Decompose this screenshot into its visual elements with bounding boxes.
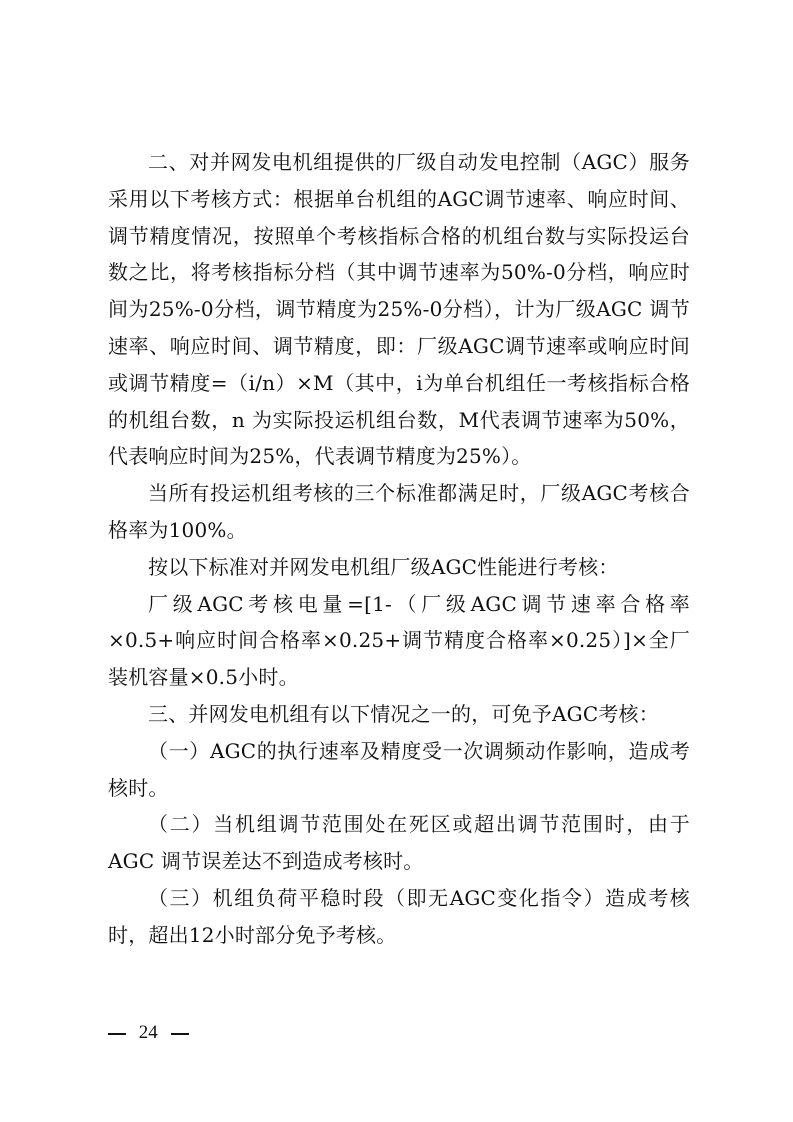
- paragraph-assessment-formula: 厂级AGC考核电量=[1-（厂级AGC调节速率合格率×0.5+响应时间合格率×0.25+调节精度合格率×0.25）]×全厂装机容量×0.5小时。: [108, 591, 690, 690]
- paragraph-agc-assessment-method: 二、对并网发电机组提供的厂级自动发电控制（AGC）服务采用以下考核方式：根据单台机组的AGC调节速率、响应时间、调节精度情况，按照单个考核指标合格的机组台数与实际投运台数之比，将考核指标分档（其中调节速率为50%-0分档，响应时间为25%-0分档，调节精度为25%-0分档），计为厂级AGC 调节速率、响应时间、调节精度，即：厂级AGC调节速率或响应时间或调节精度=（i/n）×M（其中，i为单台机组任一考核指标合格的机组台数，n 为实际投运机组台数，M代表调节速率为50%，代表响应时间为25%，代表调节精度为25%）。: [108, 150, 690, 469]
- page-number: 24: [138, 1022, 158, 1043]
- footer-dash-left: [108, 1033, 126, 1035]
- paragraph-pass-rate: 当所有投运机组考核的三个标准都满足时，厂级AGC考核合格率为100%。: [108, 481, 690, 542]
- paragraph-exemption-heading: 三、并网发电机组有以下情况之一的，可免予AGC考核：: [148, 701, 659, 726]
- body-text: [108, 144, 690, 954]
- page-footer: [108, 1022, 189, 1044]
- footer-dash-right: [171, 1033, 189, 1035]
- paragraph-standard-intro: 按以下标准对并网发电机组厂级AGC性能进行考核：: [148, 554, 619, 579]
- paragraph-exemption-1: （一）AGC的执行速率及精度受一次调频动作影响，造成考核时。: [108, 738, 690, 800]
- paragraph-exemption-2: （二）当机组调节范围处在死区或超出调节范围时，由于AGC 调节误差达不到造成考核时。: [108, 812, 690, 874]
- paragraph-exemption-3: （三）机组负荷平稳时段（即无AGC变化指令）造成考核时，超出12小时部分免予考核。: [108, 885, 690, 947]
